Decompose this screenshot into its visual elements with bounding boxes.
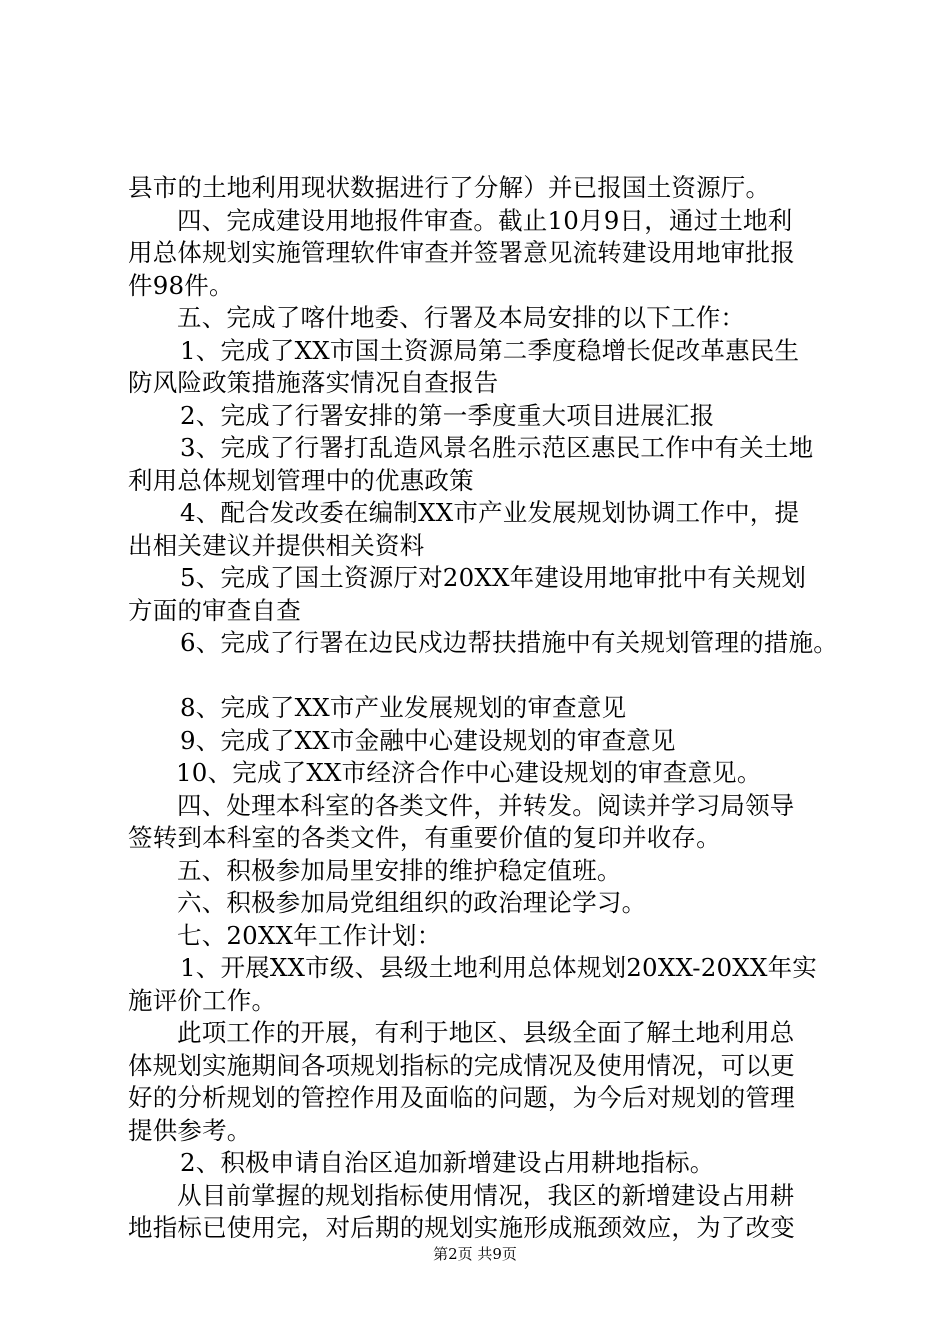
text-line: 利用总体规划管理中的优惠政策 [128, 465, 474, 495]
text-line: 1、完成了XX市国土资源局第二季度稳增长促改革惠民生 [180, 335, 800, 365]
text-line: 此项工作的开展，有利于地区、县级全面了解土地利用总 [177, 1018, 795, 1047]
text-line: 好的分析规划的管控作用及面临的问题，为今后对规划的管理 [128, 1083, 795, 1112]
text-line: 2、完成了行署安排的第一季度重大项目进展汇报 [180, 400, 715, 430]
text-line: 五、完成了喀什地委、行署及本局安排的以下工作： [177, 303, 746, 332]
text-line: 五、积极参加局里安排的维护稳定值班。 [177, 855, 622, 885]
text-line: 地指标已使用完，对后期的规划实施形成瓶颈效应，为了改变 [128, 1213, 795, 1242]
text-line: 四、处理本科室的各类文件，并转发。阅读并学习局领导 [177, 790, 795, 820]
text-line: 件98件。 [128, 270, 234, 300]
text-line: 县市的土地利用现状数据进行了分解）并已报国土资源厅。 [128, 173, 771, 202]
text-line: 用总体规划实施管理软件审查并签署意见流转建设用地审批报 [128, 238, 795, 267]
text-line: 四、完成建设用地报件审查。截止10月9日，通过土地利 [177, 205, 793, 235]
text-line: 七、20XX年工作计划： [177, 920, 442, 950]
text-line: 9、完成了XX市金融中心建设规划的审查意见 [180, 725, 676, 755]
text-line: 3、完成了行署打乱造风景名胜示范区惠民工作中有关土地 [180, 433, 814, 462]
text-line: 签转到本科室的各类文件，有重要价值的复印并收存。 [128, 823, 721, 852]
text-line: 8、完成了XX市产业发展规划的审查意见 [180, 693, 627, 722]
text-line: 出相关建议并提供相关资料 [128, 530, 425, 560]
text-line: 防风险政策措施落实情况自查报告 [128, 368, 499, 397]
text-line: 6、完成了行署在边民戍边帮扶措施中有关规划管理的措施。 [180, 628, 838, 657]
text-line: 方面的审查自查 [128, 595, 301, 625]
text-line: 体规划实施期间各项规划指标的完成情况及使用情况，可以更 [128, 1050, 795, 1080]
text-line: 5、完成了国土资源厅对20XX年建设用地审批中有关规划 [180, 563, 807, 592]
document-body [128, 172, 848, 1245]
text-line: 施评价工作。 [128, 985, 277, 1015]
text-line: 4、配合发改委在编制XX市产业发展规划协调工作中，提 [180, 498, 800, 527]
page-footer: 第2页 共9页 [433, 1245, 517, 1263]
text-line: 2、积极申请自治区追加新增建设占用耕地指标。 [180, 1148, 715, 1177]
text-line: 六、积极参加局党组组织的政治理论学习。 [177, 888, 647, 917]
text-line: 提供参考。 [128, 1115, 252, 1145]
blank-line [128, 660, 848, 693]
text-line: 从目前掌握的规划指标使用情况，我区的新增建设占用耕 [177, 1180, 795, 1210]
text-line: 10、完成了XX市经济合作中心建设规划的审查意见。 [176, 758, 762, 787]
text-line: 1、开展XX市级、县级土地利用总体规划20XX-20XX年实 [180, 953, 817, 982]
